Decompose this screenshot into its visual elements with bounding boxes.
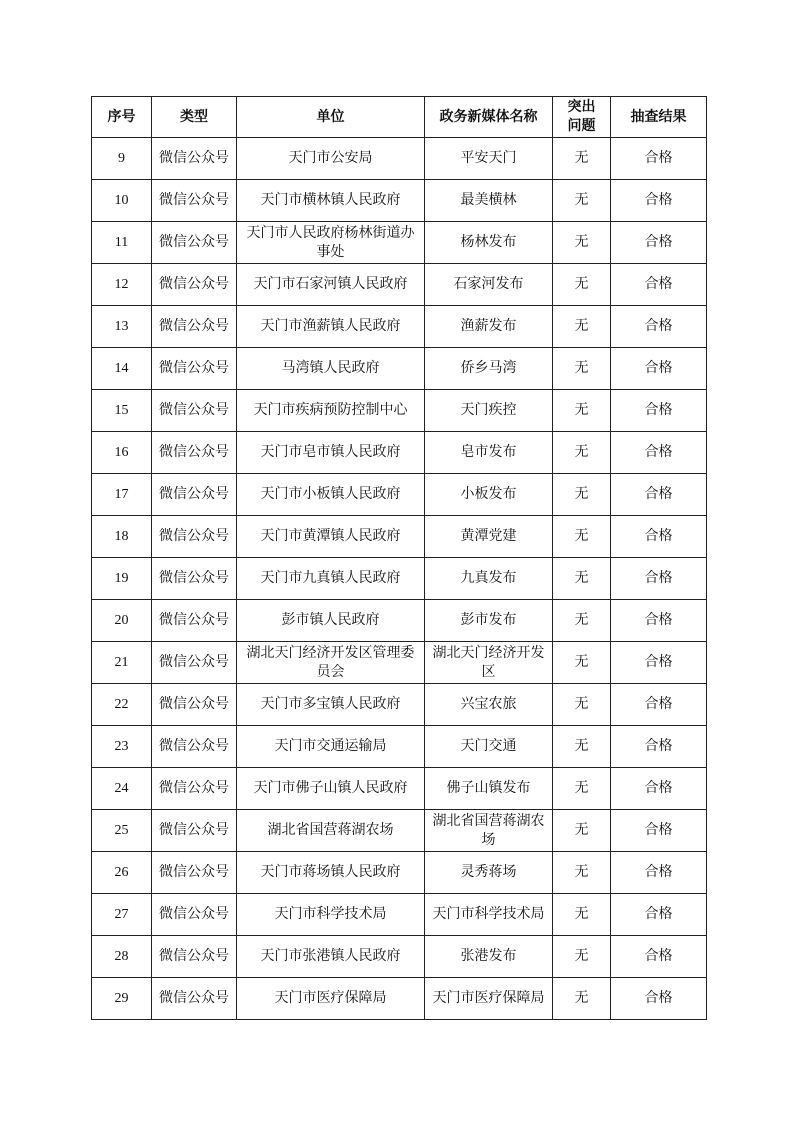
type-cell: 微信公众号 — [152, 726, 237, 768]
media-name-cell: 渔薪发布 — [425, 306, 553, 348]
type-cell: 微信公众号 — [152, 894, 237, 936]
issue-cell: 无 — [553, 642, 611, 684]
type-cell: 微信公众号 — [152, 810, 237, 852]
type-cell: 微信公众号 — [152, 306, 237, 348]
issue-cell: 无 — [553, 432, 611, 474]
issue-cell: 无 — [553, 684, 611, 726]
type-cell: 微信公众号 — [152, 768, 237, 810]
result-cell: 合格 — [611, 264, 707, 306]
serial-number-cell: 9 — [92, 138, 152, 180]
table-row — [92, 894, 707, 936]
result-cell: 合格 — [611, 768, 707, 810]
serial-number-cell: 10 — [92, 180, 152, 222]
result-cell: 合格 — [611, 306, 707, 348]
type-cell: 微信公众号 — [152, 474, 237, 516]
type-cell: 微信公众号 — [152, 642, 237, 684]
result-cell: 合格 — [611, 726, 707, 768]
media-name-cell: 兴宝农旅 — [425, 684, 553, 726]
header-unit: 单位 — [237, 97, 425, 138]
header-serial-number: 序号 — [92, 97, 152, 138]
table-row — [92, 390, 707, 432]
header-type: 类型 — [152, 97, 237, 138]
serial-number-cell: 26 — [92, 852, 152, 894]
type-cell: 微信公众号 — [152, 516, 237, 558]
unit-cell: 天门市人民政府杨林街道办事处 — [237, 222, 425, 264]
media-name-cell: 天门市医疗保障局 — [425, 978, 553, 1020]
issue-cell: 无 — [553, 810, 611, 852]
header-issue: 突出问题 — [553, 97, 611, 138]
table-row — [92, 936, 707, 978]
issue-cell: 无 — [553, 558, 611, 600]
issue-cell: 无 — [553, 264, 611, 306]
header-media-name: 政务新媒体名称 — [425, 97, 553, 138]
type-cell: 微信公众号 — [152, 852, 237, 894]
serial-number-cell: 17 — [92, 474, 152, 516]
serial-number-cell: 25 — [92, 810, 152, 852]
result-cell: 合格 — [611, 222, 707, 264]
issue-cell: 无 — [553, 978, 611, 1020]
unit-cell: 天门市佛子山镇人民政府 — [237, 768, 425, 810]
issue-cell: 无 — [553, 936, 611, 978]
media-name-cell: 平安天门 — [425, 138, 553, 180]
unit-cell: 湖北省国营蒋湖农场 — [237, 810, 425, 852]
unit-cell: 湖北天门经济开发区管理委员会 — [237, 642, 425, 684]
type-cell: 微信公众号 — [152, 348, 237, 390]
type-cell: 微信公众号 — [152, 138, 237, 180]
result-cell: 合格 — [611, 432, 707, 474]
table-row — [92, 978, 707, 1020]
serial-number-cell: 18 — [92, 516, 152, 558]
issue-cell: 无 — [553, 852, 611, 894]
result-cell: 合格 — [611, 516, 707, 558]
media-name-cell: 最美横林 — [425, 180, 553, 222]
media-name-cell: 张港发布 — [425, 936, 553, 978]
table-row — [92, 432, 707, 474]
type-cell: 微信公众号 — [152, 558, 237, 600]
serial-number-cell: 15 — [92, 390, 152, 432]
table-body — [92, 138, 707, 1020]
issue-cell: 无 — [553, 600, 611, 642]
unit-cell: 天门市医疗保障局 — [237, 978, 425, 1020]
table-row — [92, 600, 707, 642]
serial-number-cell: 14 — [92, 348, 152, 390]
result-cell: 合格 — [611, 978, 707, 1020]
unit-cell: 天门市科学技术局 — [237, 894, 425, 936]
table-row — [92, 516, 707, 558]
unit-cell: 天门市横林镇人民政府 — [237, 180, 425, 222]
issue-cell: 无 — [553, 894, 611, 936]
issue-cell: 无 — [553, 180, 611, 222]
unit-cell: 天门市皂市镇人民政府 — [237, 432, 425, 474]
media-name-cell: 天门交通 — [425, 726, 553, 768]
result-cell: 合格 — [611, 348, 707, 390]
media-name-cell: 石家河发布 — [425, 264, 553, 306]
type-cell: 微信公众号 — [152, 936, 237, 978]
serial-number-cell: 20 — [92, 600, 152, 642]
serial-number-cell: 24 — [92, 768, 152, 810]
serial-number-cell: 12 — [92, 264, 152, 306]
result-cell: 合格 — [611, 894, 707, 936]
result-cell: 合格 — [611, 810, 707, 852]
table-row — [92, 474, 707, 516]
media-name-cell: 佛子山镇发布 — [425, 768, 553, 810]
media-name-cell: 侨乡马湾 — [425, 348, 553, 390]
unit-cell: 天门市黄潭镇人民政府 — [237, 516, 425, 558]
issue-cell: 无 — [553, 222, 611, 264]
serial-number-cell: 11 — [92, 222, 152, 264]
media-name-cell: 皂市发布 — [425, 432, 553, 474]
unit-cell: 天门市九真镇人民政府 — [237, 558, 425, 600]
serial-number-cell: 28 — [92, 936, 152, 978]
header-row — [92, 97, 707, 138]
inspection-table — [91, 96, 707, 1020]
type-cell: 微信公众号 — [152, 432, 237, 474]
table-row — [92, 558, 707, 600]
result-cell: 合格 — [611, 684, 707, 726]
type-cell: 微信公众号 — [152, 390, 237, 432]
header-result: 抽查结果 — [611, 97, 707, 138]
unit-cell: 马湾镇人民政府 — [237, 348, 425, 390]
table-row — [92, 264, 707, 306]
type-cell: 微信公众号 — [152, 264, 237, 306]
result-cell: 合格 — [611, 642, 707, 684]
media-name-cell: 黄潭党建 — [425, 516, 553, 558]
issue-cell: 无 — [553, 726, 611, 768]
serial-number-cell: 13 — [92, 306, 152, 348]
issue-cell: 无 — [553, 390, 611, 432]
type-cell: 微信公众号 — [152, 222, 237, 264]
unit-cell: 天门市张港镇人民政府 — [237, 936, 425, 978]
table-row — [92, 306, 707, 348]
media-name-cell: 九真发布 — [425, 558, 553, 600]
issue-cell: 无 — [553, 306, 611, 348]
media-name-cell: 灵秀蒋场 — [425, 852, 553, 894]
media-name-cell: 湖北省国营蒋湖农场 — [425, 810, 553, 852]
table-row — [92, 810, 707, 852]
serial-number-cell: 23 — [92, 726, 152, 768]
issue-cell: 无 — [553, 348, 611, 390]
table-row — [92, 768, 707, 810]
table-row — [92, 138, 707, 180]
issue-cell: 无 — [553, 768, 611, 810]
unit-cell: 天门市公安局 — [237, 138, 425, 180]
media-name-cell: 天门疾控 — [425, 390, 553, 432]
media-name-cell: 湖北天门经济开发区 — [425, 642, 553, 684]
unit-cell: 天门市小板镇人民政府 — [237, 474, 425, 516]
type-cell: 微信公众号 — [152, 978, 237, 1020]
table-row — [92, 642, 707, 684]
serial-number-cell: 22 — [92, 684, 152, 726]
media-name-cell: 杨林发布 — [425, 222, 553, 264]
result-cell: 合格 — [611, 936, 707, 978]
table-row — [92, 348, 707, 390]
result-cell: 合格 — [611, 852, 707, 894]
issue-cell: 无 — [553, 516, 611, 558]
serial-number-cell: 27 — [92, 894, 152, 936]
unit-cell: 天门市疾病预防控制中心 — [237, 390, 425, 432]
unit-cell: 彭市镇人民政府 — [237, 600, 425, 642]
serial-number-cell: 21 — [92, 642, 152, 684]
media-name-cell: 天门市科学技术局 — [425, 894, 553, 936]
table-row — [92, 726, 707, 768]
table-row — [92, 852, 707, 894]
issue-cell: 无 — [553, 474, 611, 516]
table-row — [92, 180, 707, 222]
type-cell: 微信公众号 — [152, 684, 237, 726]
table-row — [92, 222, 707, 264]
unit-cell: 天门市渔薪镇人民政府 — [237, 306, 425, 348]
result-cell: 合格 — [611, 474, 707, 516]
type-cell: 微信公众号 — [152, 600, 237, 642]
table-row — [92, 684, 707, 726]
result-cell: 合格 — [611, 390, 707, 432]
issue-cell: 无 — [553, 138, 611, 180]
serial-number-cell: 16 — [92, 432, 152, 474]
unit-cell: 天门市交通运输局 — [237, 726, 425, 768]
unit-cell: 天门市多宝镇人民政府 — [237, 684, 425, 726]
media-name-cell: 小板发布 — [425, 474, 553, 516]
result-cell: 合格 — [611, 558, 707, 600]
unit-cell: 天门市石家河镇人民政府 — [237, 264, 425, 306]
unit-cell: 天门市蒋场镇人民政府 — [237, 852, 425, 894]
type-cell: 微信公众号 — [152, 180, 237, 222]
media-name-cell: 彭市发布 — [425, 600, 553, 642]
result-cell: 合格 — [611, 180, 707, 222]
serial-number-cell: 29 — [92, 978, 152, 1020]
result-cell: 合格 — [611, 138, 707, 180]
result-cell: 合格 — [611, 600, 707, 642]
serial-number-cell: 19 — [92, 558, 152, 600]
